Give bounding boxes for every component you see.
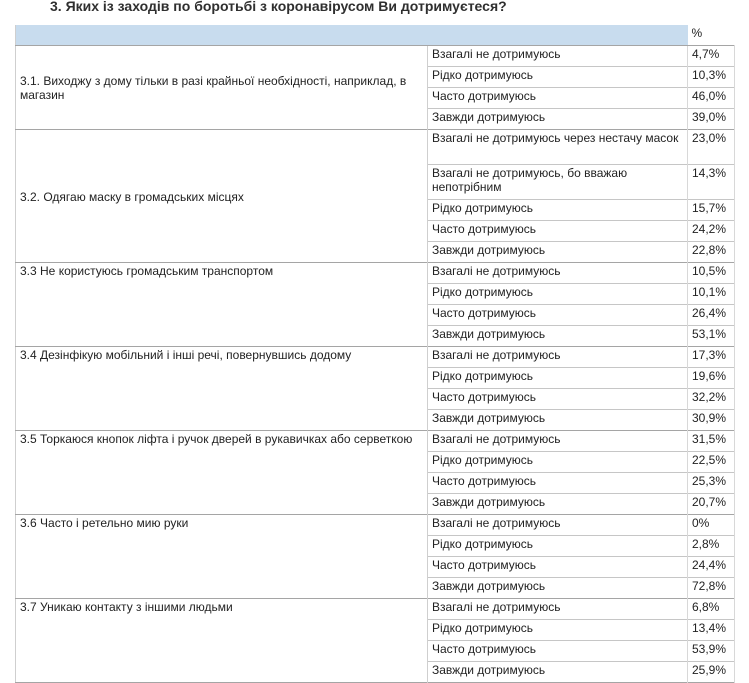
option-cell: Взагалі не дотримуюсь — [428, 347, 688, 368]
option-cell: Взагалі не дотримуюсь, бо вважаю непотрібним — [428, 165, 688, 200]
percent-cell: 20,7% — [688, 494, 735, 515]
option-cell: Часто дотримуюсь — [428, 641, 688, 662]
option-cell: Часто дотримуюсь — [428, 557, 688, 578]
option-cell: Часто дотримуюсь — [428, 473, 688, 494]
option-cell: Часто дотримуюсь — [428, 389, 688, 410]
percent-cell: 6,8% — [688, 599, 735, 620]
header-cell-question — [16, 25, 428, 46]
percent-cell: 53,9% — [688, 641, 735, 662]
percent-cell: 32,2% — [688, 389, 735, 410]
option-cell: Взагалі не дотримуюсь — [428, 431, 688, 452]
percent-cell: 24,2% — [688, 221, 735, 242]
percent-cell: 2,8% — [688, 536, 735, 557]
option-cell: Часто дотримуюсь — [428, 221, 688, 242]
percent-cell: 39,0% — [688, 109, 735, 130]
percent-cell: 17,3% — [688, 347, 735, 368]
option-cell: Взагалі не дотримуюсь — [428, 599, 688, 620]
table-row — [16, 515, 735, 536]
option-cell: Завжди дотримуюсь — [428, 109, 688, 130]
percent-cell: 53,1% — [688, 326, 735, 347]
percent-cell: 31,5% — [688, 431, 735, 452]
question-cell: 3.6 Часто і ретельно мию руки — [16, 515, 428, 599]
percent-cell: 19,6% — [688, 368, 735, 389]
percent-cell: 25,9% — [688, 662, 735, 683]
option-cell: Взагалі не дотримуюсь через нестачу масок — [428, 130, 688, 165]
question-cell: 3.1. Виходжу з дому тільки в разі крайньої необхідності, наприклад, в магазин — [16, 46, 428, 130]
header-cell-option — [428, 25, 688, 46]
option-cell: Рідко дотримуюсь — [428, 200, 688, 221]
option-cell: Завжди дотримуюсь — [428, 578, 688, 599]
table-row — [16, 431, 735, 452]
option-cell: Завжди дотримуюсь — [428, 242, 688, 263]
table-header-row — [16, 25, 735, 46]
option-cell: Рідко дотримуюсь — [428, 368, 688, 389]
percent-cell: 30,9% — [688, 410, 735, 431]
percent-cell: 22,8% — [688, 242, 735, 263]
option-cell: Рідко дотримуюсь — [428, 452, 688, 473]
percent-cell: 26,4% — [688, 305, 735, 326]
page-title: 3. Яких із заходів по боротьбі з коронавірусом Ви дотримуєтеся? — [50, 0, 507, 14]
option-cell: Взагалі не дотримуюсь — [428, 263, 688, 284]
percent-cell: 24,4% — [688, 557, 735, 578]
option-cell: Рідко дотримуюсь — [428, 284, 688, 305]
percent-cell: 46,0% — [688, 88, 735, 109]
table-row — [16, 263, 735, 284]
option-cell: Рідко дотримуюсь — [428, 620, 688, 641]
question-cell: 3.4 Дезінфікую мобільний і інші речі, повернувшись додому — [16, 347, 428, 431]
question-cell: 3.5 Торкаюся кнопок ліфта і ручок дверей в рукавичках або серветкою — [16, 431, 428, 515]
question-cell: 3.7 Уникаю контакту з іншими людьми — [16, 599, 428, 683]
header-cell-percent: % — [688, 25, 735, 46]
option-cell: Взагалі не дотримуюсь — [428, 46, 688, 67]
option-cell: Завжди дотримуюсь — [428, 662, 688, 683]
question-cell: 3.3 Не користуюсь громадським транспортом — [16, 263, 428, 347]
option-cell: Завжди дотримуюсь — [428, 326, 688, 347]
percent-cell: 0% — [688, 515, 735, 536]
percent-cell: 10,3% — [688, 67, 735, 88]
percent-cell: 4,7% — [688, 46, 735, 67]
survey-table — [15, 25, 735, 683]
percent-cell: 72,8% — [688, 578, 735, 599]
option-cell: Завжди дотримуюсь — [428, 494, 688, 515]
percent-cell: 22,5% — [688, 452, 735, 473]
percent-cell: 25,3% — [688, 473, 735, 494]
survey-table-body — [16, 25, 735, 683]
option-cell: Часто дотримуюсь — [428, 88, 688, 109]
option-cell: Рідко дотримуюсь — [428, 67, 688, 88]
table-row — [16, 347, 735, 368]
option-cell: Часто дотримуюсь — [428, 305, 688, 326]
percent-cell: 13,4% — [688, 620, 735, 641]
percent-cell: 23,0% — [688, 130, 735, 165]
percent-cell: 15,7% — [688, 200, 735, 221]
table-row — [16, 599, 735, 620]
option-cell: Завжди дотримуюсь — [428, 410, 688, 431]
percent-cell: 10,1% — [688, 284, 735, 305]
percent-cell: 10,5% — [688, 263, 735, 284]
table-row — [16, 46, 735, 67]
question-cell: 3.2. Одягаю маску в громадських місцях — [16, 130, 428, 263]
option-cell: Взагалі не дотримуюсь — [428, 515, 688, 536]
table-row — [16, 130, 735, 165]
percent-cell: 14,3% — [688, 165, 735, 200]
option-cell: Рідко дотримуюсь — [428, 536, 688, 557]
